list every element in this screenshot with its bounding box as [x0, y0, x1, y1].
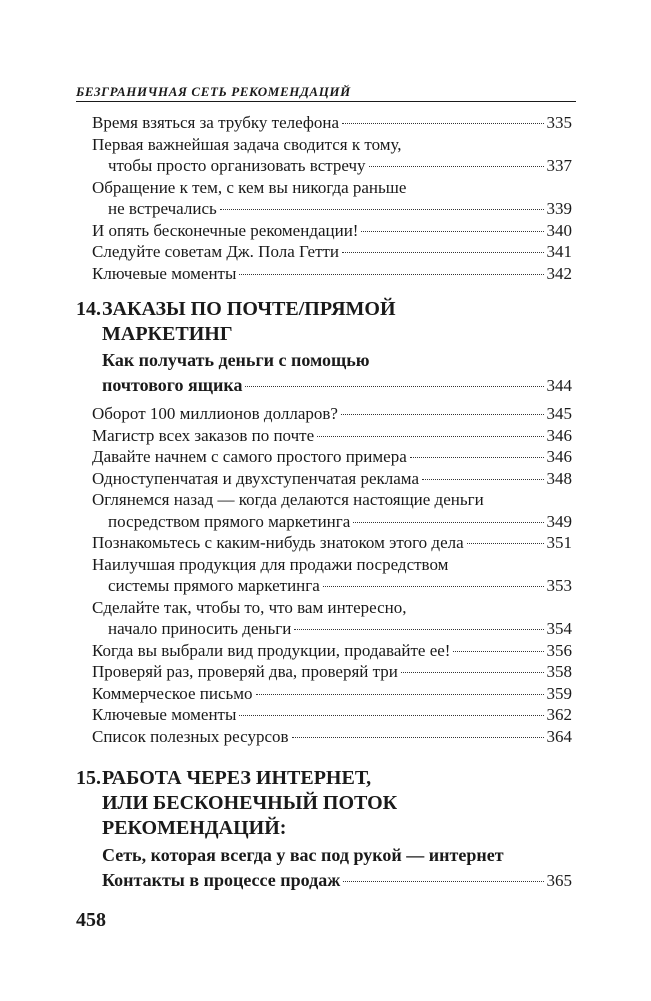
- toc-entry-page: 342: [546, 263, 572, 283]
- toc-entry: [76, 640, 572, 662]
- toc-entry-title: Когда вы выбрали вид продукции, продавайте ее!: [92, 640, 451, 660]
- chapter-14-subtitle-line2: [76, 373, 572, 398]
- toc-entry-title: Оглянемся назад — когда делаются настоящие деньги: [92, 490, 484, 509]
- toc-entry-title: Одноступенчатая и двухступенчатая реклама: [92, 468, 419, 488]
- dot-leader: [220, 209, 544, 210]
- toc-entry: [76, 489, 572, 511]
- toc-entry-title: Оборот 100 миллионов долларов?: [92, 404, 338, 423]
- toc-entry-title: Ключевые моменты: [92, 705, 237, 724]
- toc-entry: [76, 726, 572, 748]
- toc-entry-title: начало приносить деньги: [108, 619, 292, 638]
- toc-group-1: [76, 112, 572, 284]
- dot-leader: [292, 737, 544, 738]
- chapter-15-subtitle-page: 365: [546, 871, 572, 890]
- toc-entry: [76, 112, 572, 134]
- toc-entry-page: 354: [546, 619, 572, 638]
- toc-entry-page: 345: [546, 404, 572, 423]
- dot-leader: [256, 694, 544, 695]
- toc-entry-page: 340: [546, 220, 572, 240]
- toc-entry-title: Давайте начнем с самого простого примера: [92, 447, 407, 466]
- running-header: БЕЗГРАНИЧНАЯ СЕТЬ РЕКОМЕНДАЦИЙ: [76, 84, 351, 99]
- chapter-15: [76, 766, 572, 893]
- toc-entry: [76, 446, 572, 468]
- toc-entry: [76, 134, 572, 156]
- toc-entry: [76, 618, 572, 640]
- chapter-14-title-text-1: ЗАКАЗЫ ПО ПОЧТЕ/ПРЯМОЙ: [102, 298, 396, 320]
- chapter-15-number: 15.: [76, 767, 101, 789]
- page-number: 458: [76, 909, 106, 931]
- toc-entry-page: 341: [546, 242, 572, 261]
- toc-entry-title: Коммерческое письмо: [92, 683, 253, 703]
- chapter-14-number: 14.: [76, 298, 101, 320]
- toc-entry-title: И опять бесконечные рекомендации!: [92, 220, 359, 240]
- toc-entry-title: Время взяться за трубку телефона: [92, 113, 340, 132]
- toc-entry: [76, 198, 572, 220]
- toc-entry-title: Наилучшая продукция для продажи посредством: [92, 554, 449, 574]
- dot-leader: [239, 715, 543, 716]
- dot-leader: [342, 123, 543, 124]
- chapter-15-subtitle-line1: Сеть, которая всегда у вас под рукой — интернет: [102, 845, 504, 865]
- dot-leader: [467, 543, 544, 544]
- toc-entry-page: 337: [546, 156, 572, 175]
- chapter-15-subtitle-text: Контакты в процессе продаж: [102, 870, 341, 890]
- chapter-15-title-line3: РЕКОМЕНДАЦИЙ:: [102, 817, 287, 839]
- chapter-14: [76, 297, 572, 398]
- dot-leader: [341, 414, 544, 415]
- toc-entry-page: 339: [546, 199, 572, 218]
- toc-entry-page: 346: [546, 425, 572, 445]
- chapter-14-title-line1: [76, 297, 572, 322]
- toc-entry-title: Ключевые моменты: [92, 263, 237, 283]
- dot-leader: [369, 166, 544, 167]
- chapter-14-subtitle-line1: Как получать деньги с помощью: [102, 350, 370, 370]
- chapter-15-subtitle-line2: [76, 868, 572, 893]
- toc-entry: [76, 554, 572, 576]
- chapter-15-title-line1: [76, 766, 572, 791]
- toc-entry-page: 348: [546, 468, 572, 488]
- toc-entry-title: Проверяй раз, проверяй два, проверяй три: [92, 662, 398, 681]
- toc-entry: [76, 425, 572, 447]
- toc-entry: [76, 532, 572, 554]
- toc-entry-title: Следуйте советам Дж. Пола Гетти: [92, 242, 340, 261]
- chapter-14-subtitle-page: 344: [546, 376, 572, 395]
- dot-leader: [343, 881, 543, 882]
- dot-leader: [353, 522, 543, 523]
- toc-entry-title: посредством прямого маркетинга: [108, 511, 351, 531]
- toc-group-2: [76, 403, 572, 747]
- toc-entry: [76, 597, 572, 619]
- dot-leader: [410, 457, 544, 458]
- toc-entry: [76, 155, 572, 177]
- dot-leader: [401, 672, 544, 673]
- toc-entry: [76, 683, 572, 705]
- dot-leader: [453, 651, 543, 652]
- toc-entry: [76, 177, 572, 199]
- chapter-14-subtitle-text: почтового ящика: [102, 375, 243, 395]
- toc-entry-page: 358: [546, 662, 572, 681]
- toc-entry-page: 364: [546, 726, 572, 746]
- dot-leader: [361, 231, 543, 232]
- toc-entry-title: не встречались: [108, 199, 217, 218]
- toc-entry-title: Обращение к тем, с кем вы никогда раньше: [92, 177, 407, 197]
- toc-entry-page: 362: [546, 705, 572, 724]
- dot-leader: [245, 386, 543, 387]
- dot-leader: [323, 586, 544, 587]
- toc-entry: [76, 263, 572, 285]
- toc-entry: [76, 241, 572, 263]
- toc-entry-page: 349: [546, 511, 572, 531]
- toc-entry-page: 353: [546, 576, 572, 595]
- toc-entry-title: Познакомьтесь с каким-нибудь знатоком этого дела: [92, 533, 464, 552]
- toc-entry-title: Список полезных ресурсов: [92, 726, 289, 746]
- toc-entry: [76, 403, 572, 425]
- header-rule: [76, 101, 576, 102]
- dot-leader: [342, 252, 543, 253]
- toc-entry-page: 359: [546, 683, 572, 703]
- toc-entry: [76, 704, 572, 726]
- chapter-15-title-line2: ИЛИ БЕСКОНЕЧНЫЙ ПОТОК: [102, 792, 398, 814]
- toc-entry-page: 346: [546, 447, 572, 466]
- dot-leader: [317, 436, 543, 437]
- toc-entry-title: Сделайте так, чтобы то, что вам интересно,: [92, 597, 407, 617]
- toc-entry-title: Первая важнейшая задача сводится к тому,: [92, 134, 402, 154]
- toc-entry: [76, 575, 572, 597]
- dot-leader: [422, 479, 544, 480]
- dot-leader: [239, 274, 543, 275]
- toc-entry: [76, 468, 572, 490]
- toc-entry-title: системы прямого маркетинга: [108, 576, 320, 595]
- toc-entry: [76, 661, 572, 683]
- toc-entry-title: чтобы просто организовать встречу: [108, 156, 366, 175]
- toc-entry-title: Магистр всех заказов по почте: [92, 425, 315, 445]
- chapter-14-title-line2: МАРКЕТИНГ: [102, 323, 233, 345]
- toc-entry-page: 335: [546, 113, 572, 132]
- toc-entry: [76, 220, 572, 242]
- toc-entry-page: 356: [546, 640, 572, 660]
- toc-entry: [76, 511, 572, 533]
- chapter-15-title-text-1: РАБОТА ЧЕРЕЗ ИНТЕРНЕТ,: [102, 767, 372, 789]
- toc-entry-page: 351: [546, 533, 572, 552]
- dot-leader: [294, 629, 543, 630]
